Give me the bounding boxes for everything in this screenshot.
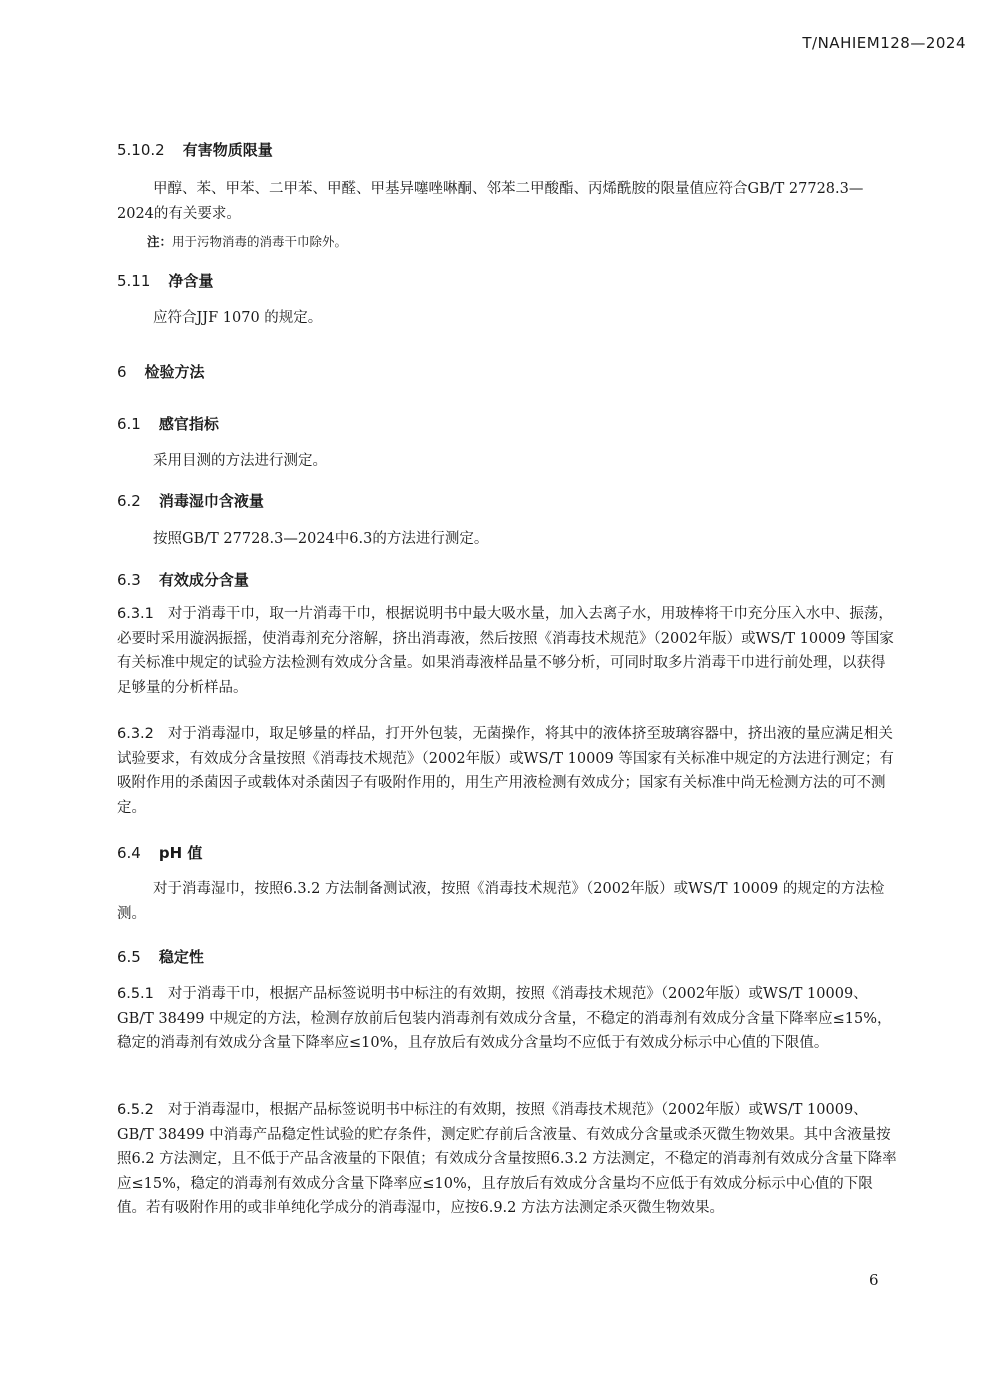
clause-text: 对于消毒干巾，根据产品标签说明书中标注的有效期，按照《消毒技术规范》（2002年版）或WS/T 10009、GB/T 38499 中规定的方法，检测存放前后包装内消毒剂有效成分含量，不稳定的消毒剂有效成分含量下降率应≤15%，稳定的消毒剂有效成分含量下降率应≤10%，且存放后有效成分含量均不应低于有效成分标示中心值的下限值。 — [117, 986, 892, 1051]
section-number: 6.3 — [117, 571, 141, 589]
section-number: 6.4 — [117, 844, 141, 862]
paragraph-5-10-2: 甲醇、苯、甲苯、二甲苯、甲醛、甲基异噻唑啉酮、邻苯二甲酸酯、丙烯酰胺的限量值应符合GB/T 27728.3—2024的有关要求。 — [117, 181, 864, 222]
section-title: pH 值 — [158, 844, 203, 862]
clause-number: 6.5.1 — [117, 986, 154, 1002]
clause-number: 6.3.1 — [117, 606, 154, 622]
paragraph-6-3-1 — [117, 602, 897, 700]
clause-text: 对于消毒干巾，取一片消毒干巾，根据说明书中最大吸水量，加入去离子水，用玻棒将干巾充分压入水中、振荡，必要时采用漩涡振摇，使消毒剂充分溶解，挤出消毒液，然后按照《消毒技术规范》（2002年版）或WS/T 10009 等国家有关标准中规定的试验方法检测有效成分含量。如果消毒液样品量不够分析，可同时取多片消毒干巾进行前处理，以获得足够量的分析样品。 — [117, 606, 894, 696]
heading-6-5 — [117, 946, 204, 967]
note — [147, 232, 347, 250]
heading-6 — [117, 361, 205, 382]
section-title: 感官指标 — [158, 415, 219, 433]
section-number: 6.2 — [117, 492, 141, 510]
clause-number: 6.3.2 — [117, 726, 154, 742]
note-text: 用于污物消毒的消毒干巾除外。 — [172, 234, 348, 249]
page-number: 6 — [869, 1271, 879, 1289]
heading-6-4 — [117, 842, 202, 863]
clause-text: 对于消毒湿巾，取足够量的样品，打开外包装，无菌操作，将其中的液体挤至玻璃容器中，挤出液的量应满足相关试验要求，有效成分含量按照《消毒技术规范》（2002年版）或WS/T 10009 等国家有关标准中规定的方法进行测定；有吸附作用的杀菌因子或载体对杀菌因子有吸附作用的，用生产用液检测有效成分；国家有关标准中尚无检测方法的可不测定。 — [117, 726, 894, 816]
paragraph-6-5-1 — [117, 982, 897, 1056]
section-title: 检验方法 — [144, 363, 205, 381]
section-number: 6 — [117, 363, 127, 381]
paragraph-6-3-2 — [117, 722, 897, 820]
heading-6-2 — [117, 490, 264, 511]
heading-6-1 — [117, 413, 219, 434]
clause-text: 对于消毒湿巾，根据产品标签说明书中标注的有效期，按照《消毒技术规范》（2002年版）或WS/T 10009、GB/T 38499 中消毒产品稳定性试验的贮存条件，测定贮存前后含液量、有效成分含量或杀灭微生物效果。其中含液量按照6.2 方法测定，且不低于产品含液量的下限值；有效成分含量按照6.3.2 方法测定，不稳定的消毒剂有效成分含量下降率应≤15%，稳定的消毒剂有效成分含量下降率应≤10%，且存放后有效成分含量均不应低于有效成分标示中心值的下限值。若有吸附作用的或非单纯化学成分的消毒湿巾，应按6.9.2 方法方法测定杀灭微生物效果。 — [117, 1102, 897, 1216]
clause-number: 6.5.2 — [117, 1102, 154, 1118]
section-number: 5.11 — [117, 272, 151, 290]
note-label: 注： — [147, 234, 173, 249]
paragraph-5-11: 应符合JJF 1070 的规定。 — [153, 310, 323, 326]
section-title: 净含量 — [168, 272, 214, 290]
paragraph-6-4: 对于消毒湿巾，按照6.3.2 方法制备测试液，按照《消毒技术规范》（2002年版）或WS/T 10009 的规定的方法检测。 — [117, 881, 885, 922]
section-number: 6.5 — [117, 948, 141, 966]
paragraph-6-2: 按照GB/T 27728.3—2024中6.3的方法进行测定。 — [153, 531, 489, 547]
section-number: 6.1 — [117, 415, 141, 433]
heading-6-3 — [117, 569, 249, 590]
section-title: 稳定性 — [158, 948, 204, 966]
heading-5-11 — [117, 270, 213, 291]
section-title: 消毒湿巾含液量 — [158, 492, 264, 510]
paragraph-6-1: 采用目测的方法进行测定。 — [153, 453, 327, 469]
paragraph-6-5-2 — [117, 1098, 897, 1221]
section-title: 有害物质限量 — [182, 141, 273, 159]
section-title: 有效成分含量 — [158, 571, 249, 589]
heading-5-10-2 — [117, 139, 273, 160]
section-number: 5.10.2 — [117, 141, 165, 159]
document-code: T/NAHIEM128—2024 — [802, 34, 966, 52]
